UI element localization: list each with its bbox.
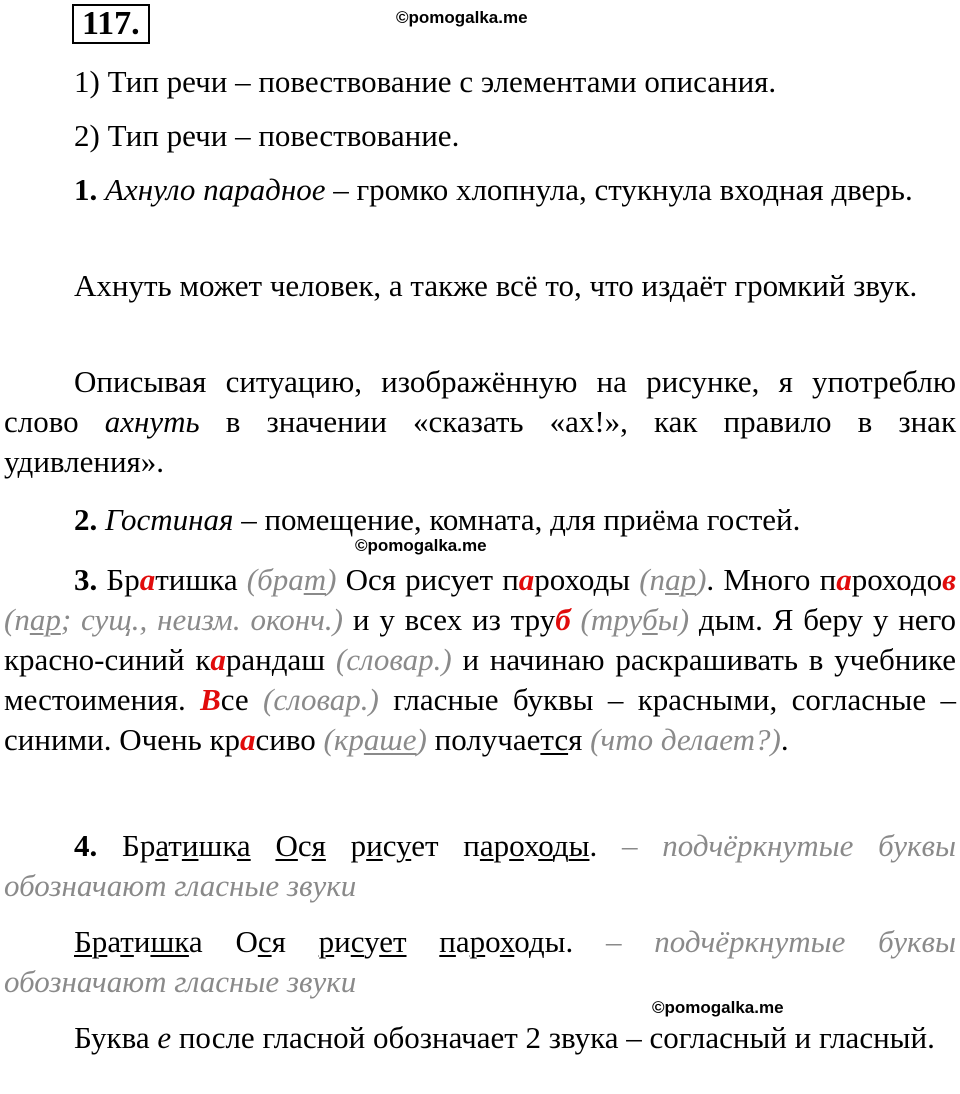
highlight-letter: а bbox=[210, 642, 226, 677]
paragraph-7: 3. Братишка (брат) Ося рисует пароходы (пар). Много пароходов (пар; сущ., неизм. оконч.) и у всех из труб (трубы) дым. Я беру у него красно-синий карандаш (словар.) и начинаю раскрашивать в учебнике местоимения. Все (словар.) гласные буквы – красными, согласные – синими. Очень красиво (краше) получается (что делает?). bbox=[4, 562, 957, 757]
definition: – помещение, комната, для приёма гостей. bbox=[233, 502, 801, 537]
exercise-number: 117. bbox=[72, 4, 150, 44]
paragraph-9: Братишка Ося рисует пароходы. – подчёркнутые буквы обозначают гласные звуки bbox=[4, 924, 957, 999]
highlight-letter: а bbox=[139, 562, 156, 597]
highlight-letter: а bbox=[836, 562, 852, 597]
item-number-3: 3. bbox=[74, 562, 98, 597]
text: в значении «сказать «ах!», как правило в знак удивления». bbox=[4, 404, 957, 479]
hint: (что делает?) bbox=[590, 722, 781, 757]
hint: (пар) bbox=[639, 562, 707, 597]
item-number-4: 4. bbox=[74, 828, 98, 863]
paragraph-5 bbox=[4, 362, 956, 482]
paragraph-8: 4. Братишка Ося рисует пароходы. – подчёркнутые буквы обозначают гласные звуки bbox=[4, 828, 956, 903]
hint: (краше) bbox=[323, 722, 427, 757]
hint: (словар.) bbox=[335, 642, 452, 677]
paragraph-10: Буква е после гласной обозначает 2 звука – согласный и гласный. bbox=[74, 1020, 935, 1055]
paragraph-6 bbox=[4, 500, 956, 540]
hint: (трубы) bbox=[570, 602, 690, 637]
paragraph-2: 2) Тип речи – повествование. bbox=[74, 118, 460, 153]
item-number-1: 1. bbox=[74, 172, 98, 207]
hint: (брат) bbox=[246, 562, 337, 597]
highlight-letter: б bbox=[555, 602, 571, 637]
definition: – громко хлопнула, стукнула входная дверь. bbox=[325, 172, 913, 207]
term: Гостиная bbox=[105, 502, 234, 537]
watermark-middle: ©pomogalka.me bbox=[355, 536, 487, 555]
term: ахнуть bbox=[104, 404, 200, 439]
item-number-2: 2. bbox=[74, 502, 98, 537]
term: е bbox=[157, 1020, 172, 1055]
highlight-letter: а bbox=[240, 722, 256, 757]
watermark-bottom: ©pomogalka.me bbox=[652, 998, 784, 1017]
term: Ахнуло парадное bbox=[105, 172, 326, 207]
paragraph-1: 1) Тип речи – повествование с элементами описания. bbox=[74, 64, 777, 99]
highlight-letter: в bbox=[942, 562, 956, 597]
note: – подчёркнутые буквы обозначают гласные звуки bbox=[4, 828, 956, 903]
highlight-letter: а bbox=[518, 562, 535, 597]
watermark-top: ©pomogalka.me bbox=[396, 8, 528, 27]
paragraph-4: Ахнуть может человек, а также всё то, что издаёт громкий звук. bbox=[74, 268, 918, 303]
paragraph-3 bbox=[4, 170, 956, 210]
hint: (пар; сущ., неизм. оконч.) bbox=[4, 602, 343, 637]
note: – подчёркнутые буквы обозначают гласные звуки bbox=[4, 924, 957, 999]
highlight-letter: В bbox=[200, 682, 221, 717]
text: Описывая ситуацию, изображённую на рисунке, я употреблю слово bbox=[4, 364, 956, 439]
hint: (словар.) bbox=[263, 682, 379, 717]
